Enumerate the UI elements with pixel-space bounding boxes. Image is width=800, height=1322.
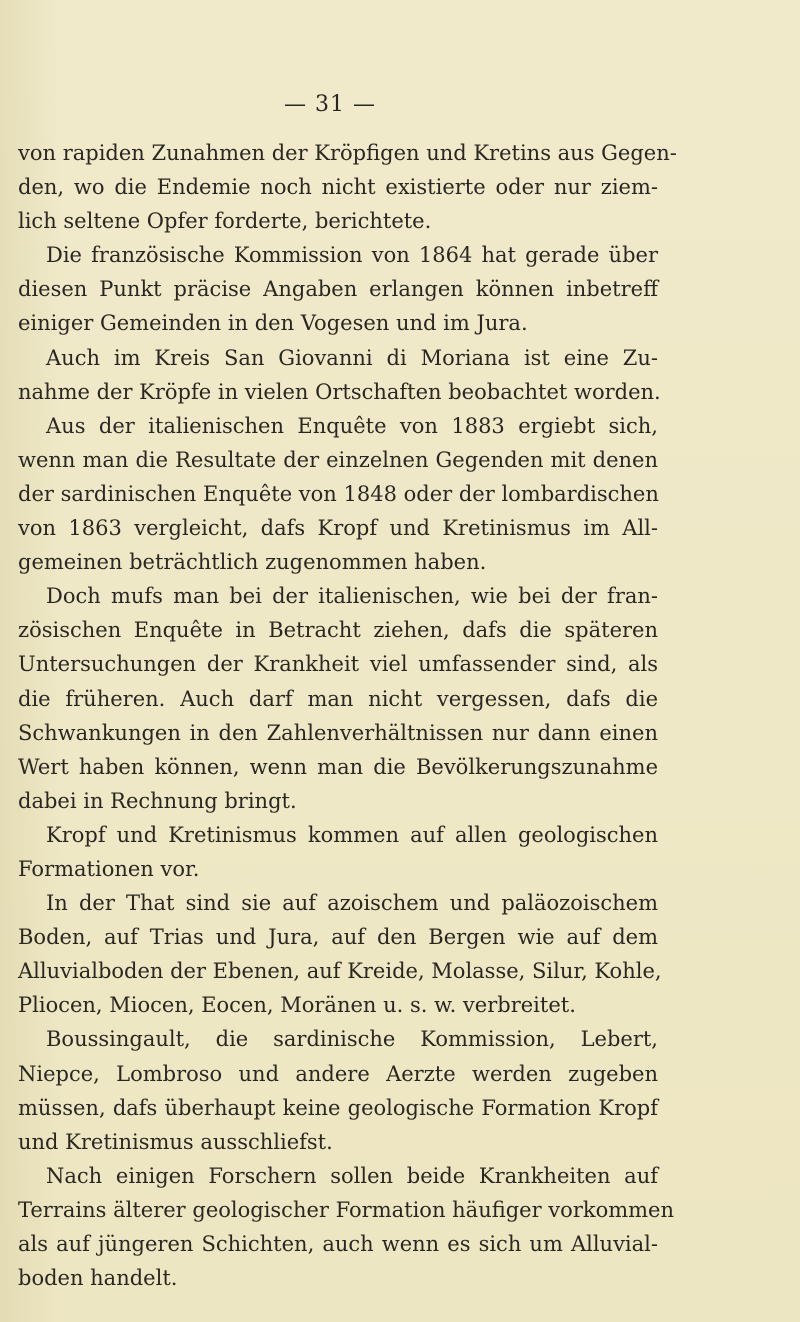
text-line: Niepce, Lombroso und andere Aerzte werden zugeben bbox=[18, 1061, 658, 1086]
text-line: einiger Gemeinden in den Vogesen und im Jura. bbox=[18, 311, 528, 336]
text-line: und Kretinismus ausschliefst. bbox=[18, 1129, 333, 1154]
text-line: müssen, dafs überhaupt keine geologische Formation Kropf bbox=[18, 1095, 658, 1120]
text-line: dabei in Rechnung bringt. bbox=[18, 788, 297, 813]
paragraph bbox=[18, 136, 677, 238]
paragraph bbox=[18, 1022, 658, 1158]
text-line: Aus der italienischen Enquête von 1883 ergiebt sich, bbox=[46, 413, 658, 438]
text-line: Pliocen, Miocen, Eocen, Moränen u. s. w. verbreitet. bbox=[18, 993, 576, 1018]
text-line: In der That sind sie auf azoischem und paläozoischem bbox=[46, 891, 658, 916]
text-line: Formationen vor. bbox=[18, 856, 200, 881]
text-line: gemeinen beträchtlich zugenommen haben. bbox=[18, 550, 487, 575]
text-line: boden handelt. bbox=[18, 1266, 178, 1291]
paragraph bbox=[18, 818, 658, 886]
text-line: Doch mufs man bei der italienischen, wie bei der fran- bbox=[46, 584, 658, 609]
text-line: Wert haben können, wenn man die Bevölkerungszunahme bbox=[18, 754, 658, 779]
body-text bbox=[18, 136, 677, 1295]
text-line: der sardinischen Enquête von 1848 oder der lombardischen bbox=[18, 481, 659, 506]
paragraph bbox=[18, 238, 658, 340]
paragraph bbox=[18, 579, 658, 818]
text-line: Boden, auf Trias und Jura, auf den Bergen wie auf dem bbox=[18, 925, 658, 950]
text-line: Alluvialboden der Ebenen, auf Kreide, Molasse, Silur, Kohle, bbox=[18, 959, 662, 984]
text-line: Auch im Kreis San Giovanni di Moriana ist eine Zu- bbox=[46, 345, 658, 370]
text-line: den, wo die Endemie noch nicht existierte oder nur ziem- bbox=[18, 175, 658, 200]
text-line: Nach einigen Forschern sollen beide Krankheiten auf bbox=[46, 1163, 658, 1188]
text-line: zösischen Enquête in Betracht ziehen, dafs die späteren bbox=[18, 618, 658, 643]
text-line: Untersuchungen der Krankheit viel umfassender sind, als bbox=[18, 652, 658, 677]
text-line: Terrains älterer geologischer Formation häufiger vorkommen bbox=[18, 1197, 675, 1222]
text-line: diesen Punkt präcise Angaben erlangen können inbetreff bbox=[18, 277, 658, 302]
text-line: Schwankungen in den Zahlenverhältnissen nur dann einen bbox=[18, 720, 658, 745]
text-line: von rapiden Zunahmen der Kröpfigen und Kretins aus Gegen- bbox=[18, 141, 677, 165]
text-line: Kropf und Kretinismus kommen auf allen geologischen bbox=[46, 822, 658, 847]
paragraph bbox=[18, 409, 658, 579]
text-line: lich seltene Opfer forderte, berichtete. bbox=[18, 209, 432, 234]
text-line: als auf jüngeren Schichten, auch wenn es sich um Alluvial- bbox=[18, 1232, 658, 1256]
page-number: — 31 — bbox=[284, 92, 376, 117]
text-line: die früheren. Auch darf man nicht vergessen, dafs die bbox=[18, 686, 658, 711]
text-line: nahme der Kröpfe in vielen Ortschaften beobachtet worden. bbox=[18, 379, 661, 404]
paragraph bbox=[18, 1159, 675, 1295]
text-line: Boussingault, die sardinische Kommission, Lebert, bbox=[46, 1027, 658, 1052]
paragraph bbox=[18, 886, 662, 1022]
text-line: wenn man die Resultate der einzelnen Gegenden mit denen bbox=[18, 447, 658, 472]
text-line: von 1863 vergleicht, dafs Kropf und Kretinismus im All- bbox=[18, 516, 658, 541]
paragraph bbox=[18, 341, 661, 409]
text-line: Die französische Kommission von 1864 hat gerade über bbox=[46, 243, 658, 268]
